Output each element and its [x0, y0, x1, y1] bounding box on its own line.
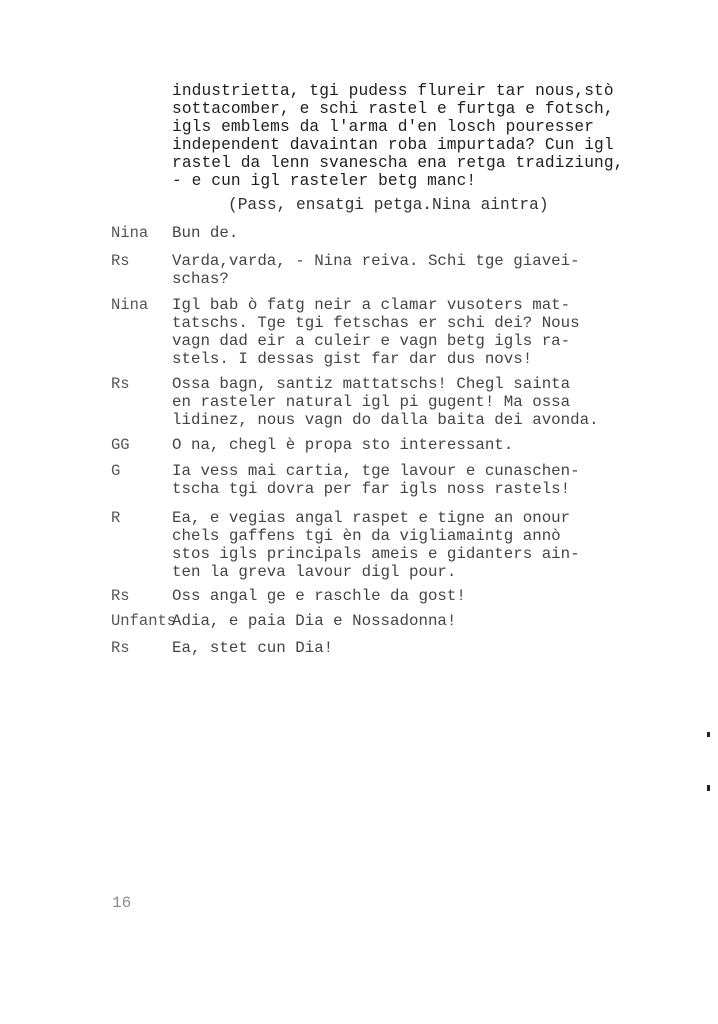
speech-line: lidinez, nous vagn do dalla baita dei avonda. — [172, 411, 599, 429]
speech-text — [172, 509, 682, 581]
speech-text — [172, 587, 682, 605]
paragraph-line: - e cun igl rasteler betg manc! — [172, 172, 477, 190]
speech-text — [172, 639, 682, 657]
speech-text — [172, 612, 682, 630]
speech-text — [172, 296, 682, 368]
speech-line: Oss angal ge e raschle da gost! — [172, 587, 466, 605]
speaker-name: Unfants — [111, 612, 177, 630]
speaker-name: R — [111, 509, 121, 527]
speech-line: schas? — [172, 270, 229, 288]
ink-mark — [707, 732, 710, 737]
ink-mark — [707, 785, 710, 791]
speech-line: Ia vess mai cartia, tge lavour e cunaschen- — [172, 462, 580, 480]
speech-line: stels. I dessas gist far dar dus novs! — [172, 350, 533, 368]
speech-text — [172, 252, 682, 288]
speaker-name: Rs — [111, 587, 130, 605]
speaker-name: Rs — [111, 375, 130, 393]
speaker-name: Rs — [111, 639, 130, 657]
speech-text — [172, 224, 682, 242]
speaker-name: G — [111, 462, 121, 480]
speech-text — [172, 462, 682, 498]
speech-line: stos igls principals ameis e gidanters ain- — [172, 545, 580, 563]
speech-line: en rasteler natural igl pi gugent! Ma ossa — [172, 393, 571, 411]
speaker-name: Nina — [111, 224, 149, 242]
page-number: 16 — [112, 894, 132, 912]
speech-line: Adia, e paia Dia e Nossadonna! — [172, 612, 457, 630]
speech-line: chels gaffens tgi èn da vigliamaintg annò — [172, 527, 561, 545]
speaker-name: GG — [111, 436, 130, 454]
speech-line: Igl bab ò fatg neir a clamar vusoters mat- — [172, 296, 571, 314]
speaker-name: Rs — [111, 252, 130, 270]
speech-line: Ossa bagn, santiz mattatschs! Chegl sainta — [172, 375, 571, 393]
speech-line: tatschs. Tge tgi fetschas er schi dei? Nous — [172, 314, 580, 332]
speech-line: Ea, stet cun Dia! — [172, 639, 334, 657]
speech-line: vagn dad eir a culeir e vagn betg igls ra- — [172, 332, 571, 350]
paragraph-line: igls emblems da l'arma d'en losch pouresser — [172, 118, 595, 136]
speech-line: Varda,varda, - Nina reiva. Schi tge giavei- — [172, 252, 580, 270]
opening-paragraph — [172, 82, 692, 190]
speech-text — [172, 375, 682, 429]
paragraph-line: independent davaintan roba impurtada? Cun igl — [172, 136, 614, 154]
speech-line: Ea, e vegias angal raspet e tigne an onour — [172, 509, 571, 527]
speech-line: O na, chegl è propa sto interessant. — [172, 436, 514, 454]
paragraph-line: rastel da lenn svanescha ena retga tradiziung, — [172, 154, 624, 172]
paragraph-line: sottacomber, e schi rastel e furtga e fotsch, — [172, 100, 614, 118]
speech-line: Bun de. — [172, 224, 239, 242]
speech-line: tscha tgi dovra per far igls noss rastels! — [172, 480, 571, 498]
paragraph-line: industrietta, tgi pudess flureir tar nous,stò — [172, 82, 614, 100]
stage-direction: (Pass, ensatgi petga.Nina aintra) — [228, 196, 549, 214]
speech-line: ten la greva lavour digl pour. — [172, 563, 457, 581]
speech-text — [172, 436, 682, 454]
speaker-name: Nina — [111, 296, 149, 314]
